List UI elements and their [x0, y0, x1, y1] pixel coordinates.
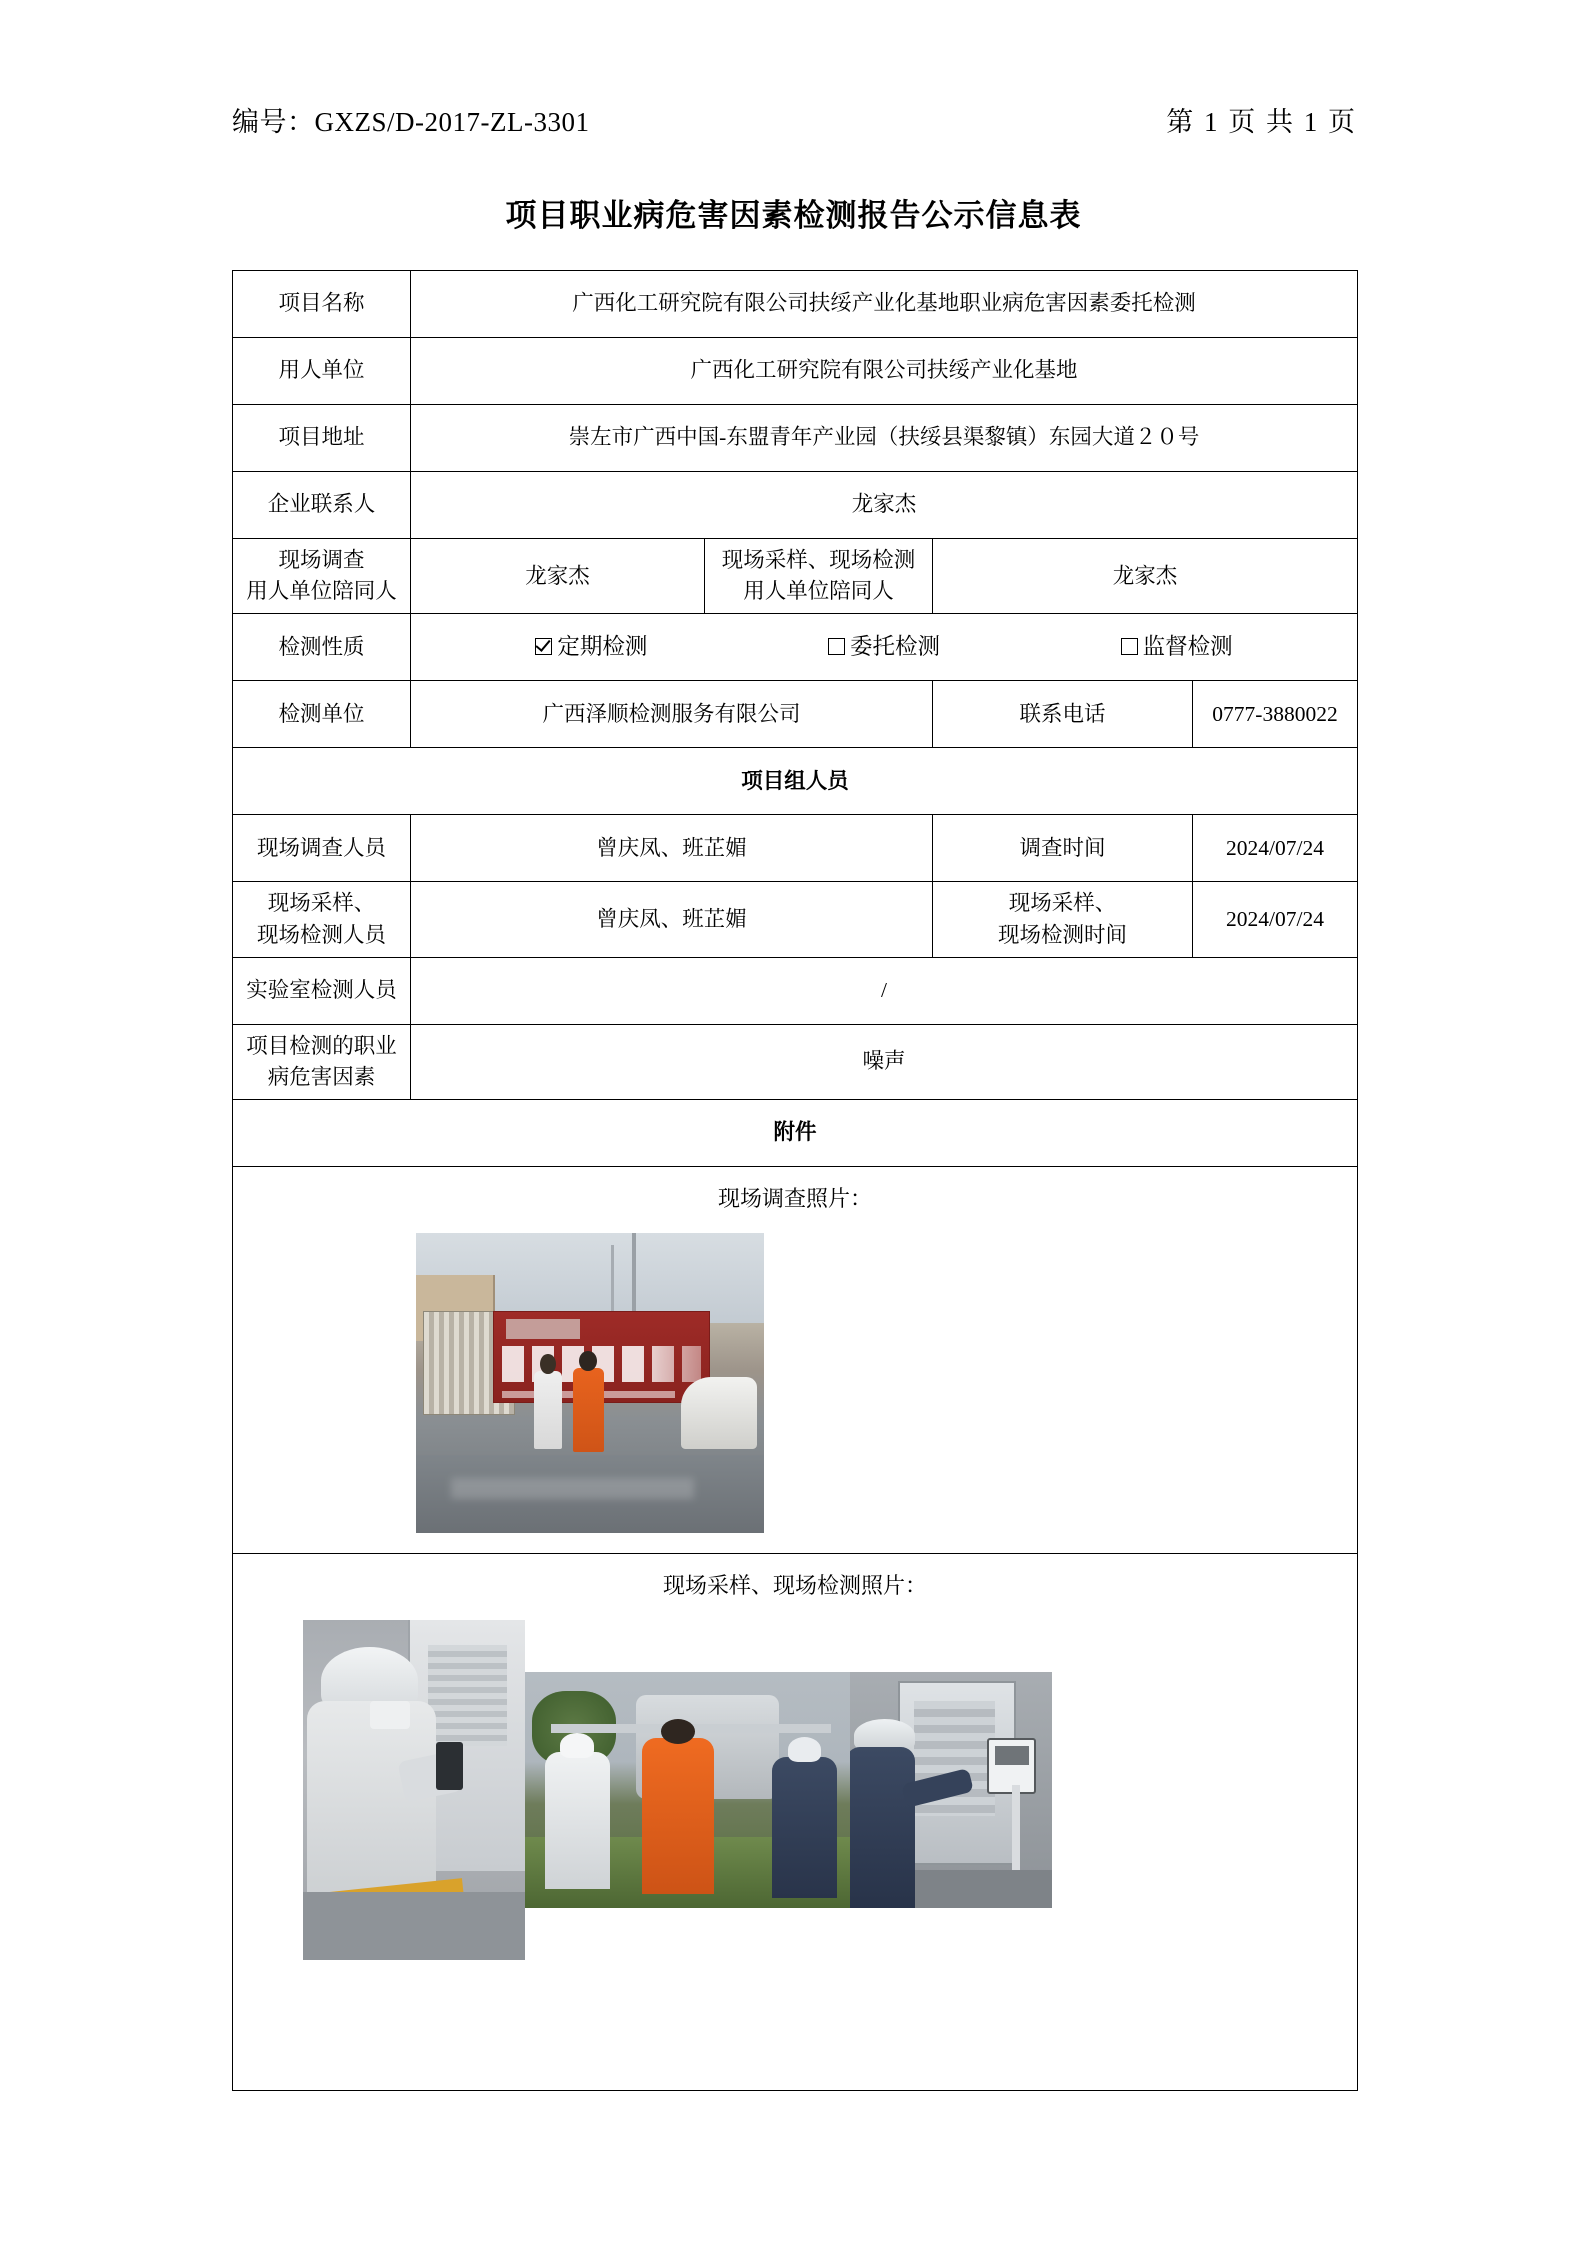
table-row [233, 1553, 1358, 2090]
table-row [233, 748, 1358, 815]
sampling-photo-row [303, 1620, 1349, 1960]
table-row [233, 957, 1358, 1024]
project-name-value: 广西化工研究院有限公司扶绥产业化基地职业病危害因素委托检测 [411, 271, 1358, 338]
sampling-photo-image-2 [525, 1672, 850, 1908]
sampling-accompany-value: 龙家杰 [933, 539, 1358, 614]
survey-time-label: 调查时间 [933, 815, 1193, 882]
table-row [233, 681, 1358, 748]
survey-time-value: 2024/07/24 [1193, 815, 1358, 882]
sampling-time-label [933, 882, 1193, 957]
survey-accompany-label [233, 539, 411, 614]
nature-option-periodic[interactable] [535, 631, 647, 664]
nature-option-supervision-label: 监督检测 [1142, 634, 1233, 660]
survey-accompany-value: 龙家杰 [411, 539, 705, 614]
sampling-staff-label-line1: 现场采样、 [267, 891, 376, 916]
table-row [233, 614, 1358, 681]
table-row [233, 405, 1358, 472]
checkbox-checked-icon[interactable] [535, 638, 552, 655]
nature-option-supervision[interactable] [1121, 631, 1233, 664]
sampling-staff-value: 曾庆凤、班芷媚 [411, 882, 933, 957]
sampling-time-value: 2024/07/24 [1193, 882, 1358, 957]
hazard-label [233, 1024, 411, 1099]
phone-value: 0777-3880022 [1193, 681, 1358, 748]
address-label: 项目地址 [233, 405, 411, 472]
survey-photo-cell [233, 1167, 1358, 1554]
hazard-label-line1: 项目检测的职业 [246, 1033, 397, 1058]
page-title: 项目职业病危害因素检测报告公示信息表 [505, 198, 1082, 233]
sampling-time-label-line1: 现场采样、 [1008, 891, 1117, 916]
table-row [233, 271, 1358, 338]
sampling-photo-cell [233, 1553, 1358, 2090]
survey-accompany-label-line2: 用人单位陪同人 [246, 579, 397, 604]
table-row [233, 338, 1358, 405]
survey-photo-image [416, 1233, 764, 1533]
table-row [233, 472, 1358, 539]
table-row [233, 539, 1358, 614]
survey-staff-value: 曾庆凤、班芷媚 [411, 815, 933, 882]
document-number: 编号：GXZS/D-2017-ZL-3301 [232, 107, 590, 137]
sampling-staff-label-line2: 现场检测人员 [256, 922, 386, 947]
nature-label: 检测性质 [233, 614, 411, 681]
testing-org-label: 检测单位 [233, 681, 411, 748]
hazard-label-line2: 病危害因素 [267, 1064, 376, 1089]
employer-value: 广西化工研究院有限公司扶绥产业化基地 [411, 338, 1358, 405]
address-value: 崇左市广西中国-东盟青年产业园（扶绥县渠黎镇）东园大道２０号 [411, 405, 1358, 472]
table-row [233, 1024, 1358, 1099]
survey-photo-row [241, 1233, 1349, 1533]
sampling-accompany-label-line1: 现场采样、现场检测 [721, 548, 916, 572]
sampling-photo-label: 现场采样、现场检测照片： [663, 1572, 928, 1598]
survey-accompany-label-line1: 现场调查 [278, 548, 365, 572]
survey-photo-label: 现场调查照片： [718, 1186, 873, 1212]
sampling-photo-image-1 [303, 1620, 525, 1960]
sampling-photo-image-3 [850, 1672, 1052, 1908]
sampling-accompany-label [705, 539, 933, 614]
contact-value: 龙家杰 [411, 472, 1358, 539]
team-section-label: 项目组人员 [233, 748, 1358, 815]
table-row [233, 815, 1358, 882]
sampling-accompany-label-line2: 用人单位陪同人 [743, 579, 894, 604]
hazard-value: 噪声 [411, 1024, 1358, 1099]
testing-org-value: 广西泽顺检测服务有限公司 [411, 681, 933, 748]
page-header [232, 100, 1357, 139]
page-number: 第 1 页 共 1 页 [1166, 107, 1357, 137]
checkbox-empty-icon[interactable] [1121, 638, 1138, 655]
nature-option-periodic-label: 定期检测 [557, 634, 648, 660]
attachment-label: 附件 [233, 1100, 1358, 1167]
contact-label: 企业联系人 [233, 472, 411, 539]
phone-label: 联系电话 [933, 681, 1193, 748]
table-row [233, 1167, 1358, 1554]
sampling-time-label-line2: 现场检测时间 [997, 922, 1127, 947]
nature-option-entrusted[interactable] [828, 631, 940, 664]
nature-option-entrusted-label: 委托检测 [850, 634, 941, 660]
sampling-staff-label [233, 882, 411, 957]
lab-staff-label: 实验室检测人员 [233, 957, 411, 1024]
survey-staff-label: 现场调查人员 [233, 815, 411, 882]
table-row [233, 1100, 1358, 1167]
table-row [233, 882, 1358, 957]
info-table [232, 270, 1358, 2091]
employer-label: 用人单位 [233, 338, 411, 405]
project-name-label: 项目名称 [233, 271, 411, 338]
nature-options [411, 614, 1358, 681]
lab-staff-value: / [411, 957, 1358, 1024]
checkbox-empty-icon[interactable] [828, 638, 845, 655]
